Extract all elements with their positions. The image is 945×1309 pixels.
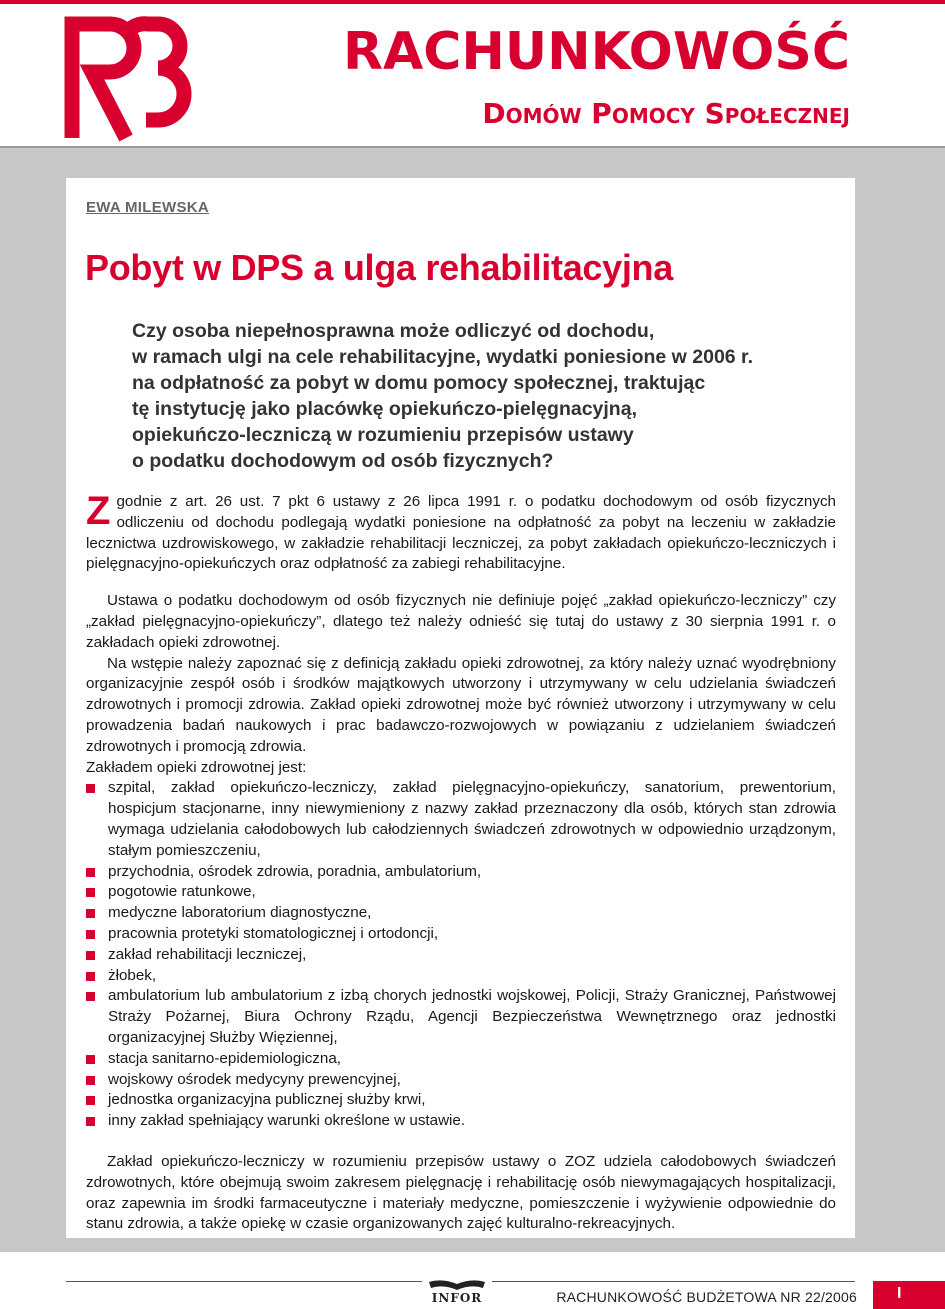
- list-item: wojskowy ośrodek medycyny prewencyjnej,: [86, 1070, 836, 1091]
- article-body: [86, 489, 836, 1235]
- lead-line: o podatku dochodowym od osób fizycznych?: [132, 450, 554, 472]
- list-item: medyczne laboratorium diagnostyczne,: [86, 903, 836, 924]
- paragraph-3: Na wstępie należy zapoznać się z definicją zakładu opieki zdrowotnej, za który należy uznać wyodrębniony organizacyjnie zespół osób i środków majątkowych utworzony i utrzymywany w celu udzielania świadczeń zdrowotnych i promocji zdrowia. Zakład opieki zdrowotnej może być również utworzony i utrzymywany w celu prowadzenia badań naukowych i prac badawczo-rozwojowych w powiązaniu z udzielaniem świadczeń zdrowotnych i promocją zdrowia.: [86, 654, 836, 755]
- list-item: pogotowie ratunkowe,: [86, 882, 836, 903]
- lead-line: na odpłatność za pobyt w domu pomocy społecznej, traktując: [132, 372, 706, 394]
- list-item: ambulatorium lub ambulatorium z izbą chorych jednostki wojskowej, Policji, Straży Granicznej, Państwowej Straży Pożarnej, Biura Ochrony Rządu, Agencji Bezpieczeństwa Wewnętrznego oraz jednostki organizacyjnej Służby Więziennej,: [86, 986, 836, 1048]
- publication-name: RACHUNKOWOŚĆ BUDŻETOWA NR 22/2006: [556, 1289, 857, 1305]
- list-item: żłobek,: [86, 966, 836, 987]
- brand-title: RACHUNKOWOŚĆ: [342, 22, 850, 82]
- lead-line: Czy osoba niepełnosprawna może odliczyć od dochodu,: [132, 320, 655, 342]
- list-item: pracownia protetyki stomatologicznej i ortodoncji,: [86, 924, 836, 945]
- brand-subtitle: Domów Pomocy Społecznej: [482, 97, 850, 130]
- paragraph-4: Zakład opiekuńczo-leczniczy w rozumieniu przepisów ustawy o ZOZ udziela całodobowych świadczeń zdrowotnych, które obejmują swoim zakresem pielęgnację i rehabilitację osób niewymagających hospitalizacji, oraz zapewnia im środki farmaceutyczne i materiały medyczne, pomieszczenie i wyżywienie odpowiednie do stanu zdrowia, a także opiekę w czasie organizowanych zajęć kulturalno-rekreacyjnych.: [86, 1152, 836, 1233]
- publisher-name: INFOR: [431, 1291, 483, 1305]
- list-item: szpital, zakład opiekuńczo-leczniczy, zakład pielęgnacyjno-opiekuńczy, sanatorium, prewentorium, hospicjum stacjonarne, inny niewymieniony z nazwy zakład przeznaczony dla osób, których stan zdrowia wymaga udzielania całodobowych lub całodziennych świadczeń zdrowotnych w odpowiednio urządzonym, stałym pomieszczeniu,: [86, 778, 836, 861]
- book-icon: [427, 1278, 487, 1292]
- author-name: EWA MILEWSKA: [86, 199, 210, 216]
- header-divider: [0, 146, 945, 148]
- list-item: jednostka organizacyjna publicznej służby krwi,: [86, 1090, 836, 1111]
- publisher-logo: [422, 1275, 492, 1305]
- paragraph-2: Ustawa o podatku dochodowym od osób fizycznych nie definiuje pojęć „zakład opiekuńczo-leczniczy” czy „zakład pielęgnacyjno-opiekuńczy”, dlatego też należy odnieść się tutaj do ustawy z 30 sierpnia 1991 r. o zakładach opieki zdrowotnej.: [86, 592, 836, 651]
- article-title: Pobyt w DPS a ulga rehabilitacyjna: [85, 247, 673, 288]
- lead-line: opiekuńczo-leczniczą w rozumieniu przepisów ustawy: [132, 424, 634, 446]
- list-item: stacja sanitarno-epidemiologiczna,: [86, 1049, 836, 1070]
- drop-cap: Z: [86, 489, 111, 533]
- list-item: zakład rehabilitacji leczniczej,: [86, 945, 836, 966]
- paragraph-1: [86, 489, 836, 575]
- list-intro: Zakładem opieki zdrowotnej jest:: [86, 758, 307, 776]
- lead-line: w ramach ulgi na cele rehabilitacyjne, wydatki poniesione w 2006 r.: [132, 346, 753, 368]
- page-number: I: [873, 1281, 945, 1309]
- masthead: [0, 4, 945, 146]
- facility-list: [86, 778, 836, 1132]
- list-item: przychodnia, ośrodek zdrowia, poradnia, ambulatorium,: [86, 862, 836, 883]
- rb-logo: [62, 14, 192, 142]
- list-item: inny zakład spełniający warunki określone w ustawie.: [86, 1111, 836, 1132]
- paragraph-1-text: godnie z art. 26 ust. 7 pkt 6 ustawy z 26 lipca 1991 r. o podatku dochodowym od osób fizycznych odliczeniu od dochodu podlegają wydatki poniesione na odpłatność za pobyt na leczeniu w zakładzie lecznictwa uzdrowiskowego, w zakładzie rehabilitacji leczniczej, za pobyt zakładach opiekuńczo-leczniczych i pielęgnacyjno-opiekuńczych oraz odpłatność za zabiegi rehabilitacyjne.: [86, 493, 836, 573]
- lead-line: tę instytucję jako placówkę opiekuńczo-pielęgnacyjną,: [132, 398, 637, 420]
- lead-question: [132, 318, 832, 474]
